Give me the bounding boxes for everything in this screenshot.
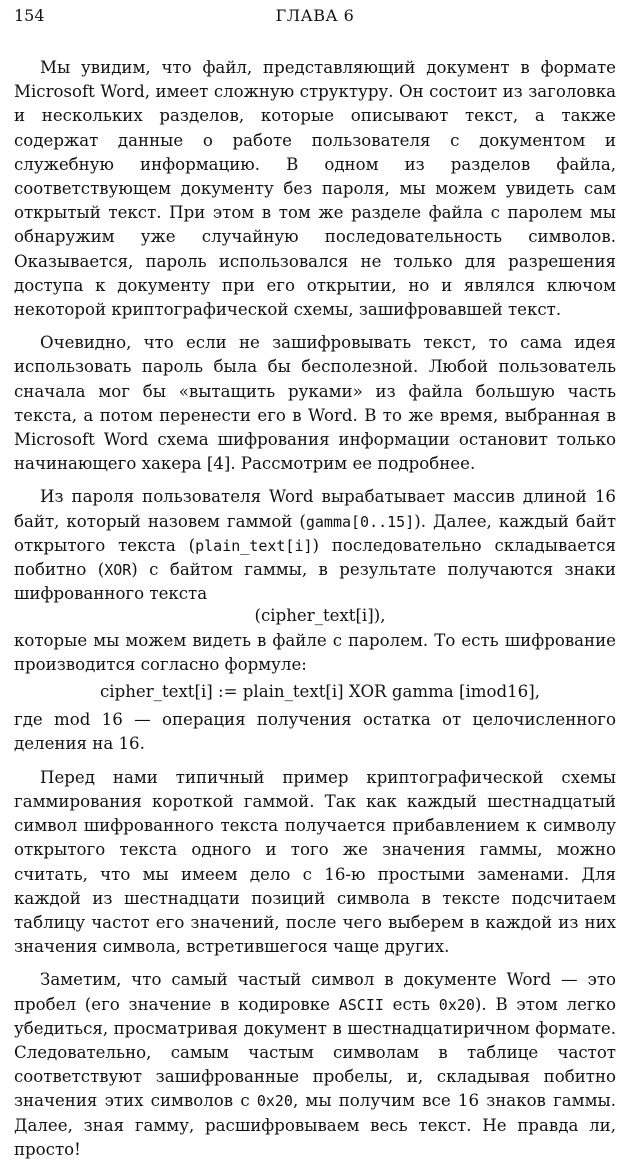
formula-encryption: cipher_text[i] := plain_text[i] XOR gamma [imod16],	[100, 682, 540, 702]
hex-space-code-2: 0x20	[256, 1092, 293, 1111]
page-body	[14, 56, 616, 1171]
xor-code: XOR	[104, 561, 132, 580]
paragraph-3	[14, 485, 616, 606]
paragraph-3-text-4: ) с байтом гаммы, в результате получаются знаки шифрованного текста	[14, 560, 616, 604]
paragraph-7-text-3: ). В этом легко убедиться, просматривая документ в шестнадцатиричном формате. Следовательно, самым частым символам в таблице частот соответствуют зашифрованные пробелы, и, складывая побитно значения этих символов с	[14, 994, 616, 1111]
page-number: 154	[14, 6, 45, 25]
formula-cipher-text: (cipher_text[i]),	[254, 606, 386, 626]
chapter-title: ГЛАВА 6	[275, 6, 355, 25]
paragraph-6: Перед нами типичный пример криптографической схемы гаммирования короткой гаммой. Так как каждый шестнадцатый символ шифрованного текста получается прибавлением к символу открытого текста одного и того же значения гаммы, можно считать, что мы имеем дело с 16-ю простыми заменами. Для каждой из шестнадцати позиций символа в тексте подсчитаем таблицу частот его значений, после чего выберем в каждой из них значения символа, встретившегося чаще других.	[14, 767, 616, 957]
paragraph-7-text-2: есть	[383, 994, 439, 1014]
paragraph-3-text-1: Из пароля пользователя Word вырабатывает массив длиной 16 байт, который назовем гаммой (	[14, 487, 616, 531]
hex-space-code: 0x20	[438, 995, 475, 1014]
paragraph-3-text-3: ) последовательно складывается побитно (	[14, 535, 616, 580]
paragraph-3-text-2: ). Далее, каждый байт открытого текста (	[14, 511, 616, 555]
paragraph-5: где mod 16 — операция получения остатка от целочисленного деления на 16.	[14, 710, 616, 754]
paragraph-1: Мы увидим, что файл, представляющий документ в формате Microsoft Word, имеет сложную структуру. Он состоит из заголовка и нескольких разделов, которые описывают текст, а также содержат данные о работе пользователя с документом и служебную информацию. В одном из разделов файла, соответствующем документу без пароля, мы можем увидеть сам открытый текст. При этом в том же разделе файла с паролем мы обнаружим уже случайную последовательность символов. Оказывается, пароль использовался не только для разрешения доступа к документу при его открытии, но и являлся ключом некоторой криптографической схемы, зашифровавшей текст.	[14, 58, 616, 320]
page-header	[14, 6, 616, 28]
paragraph-2: Очевидно, что если не зашифровывать текст, то сама идея использовать пароль была бы бесполезной. Любой пользователь сначала мог бы «вытащить руками» из файла большую часть текста, а потом перенести его в Word. В то же время, выбранная в Microsoft Word схема шифрования информации остановит только начинающего хакера [4]. Рассмотрим ее подробнее.	[14, 333, 616, 474]
paragraph-4: которые мы можем видеть в файле с паролем. То есть шифрование производится согласно формуле:	[14, 630, 616, 674]
paragraph-7-text-1: Заметим, что самый частый символ в документе Word — это пробел (его значение в кодировке	[14, 970, 616, 1014]
ascii-code: ASCII	[338, 995, 384, 1014]
plain-text-code: plain_text[i]	[195, 536, 313, 555]
gamma-array-code: gamma[0..15]	[305, 512, 415, 531]
paragraph-7-text-4: , мы получим все 16 знаков гаммы. Далее, зная гамму, расшифровываем весь текст. Не правда ли, просто!	[14, 1091, 616, 1159]
paragraph-7	[14, 968, 616, 1162]
